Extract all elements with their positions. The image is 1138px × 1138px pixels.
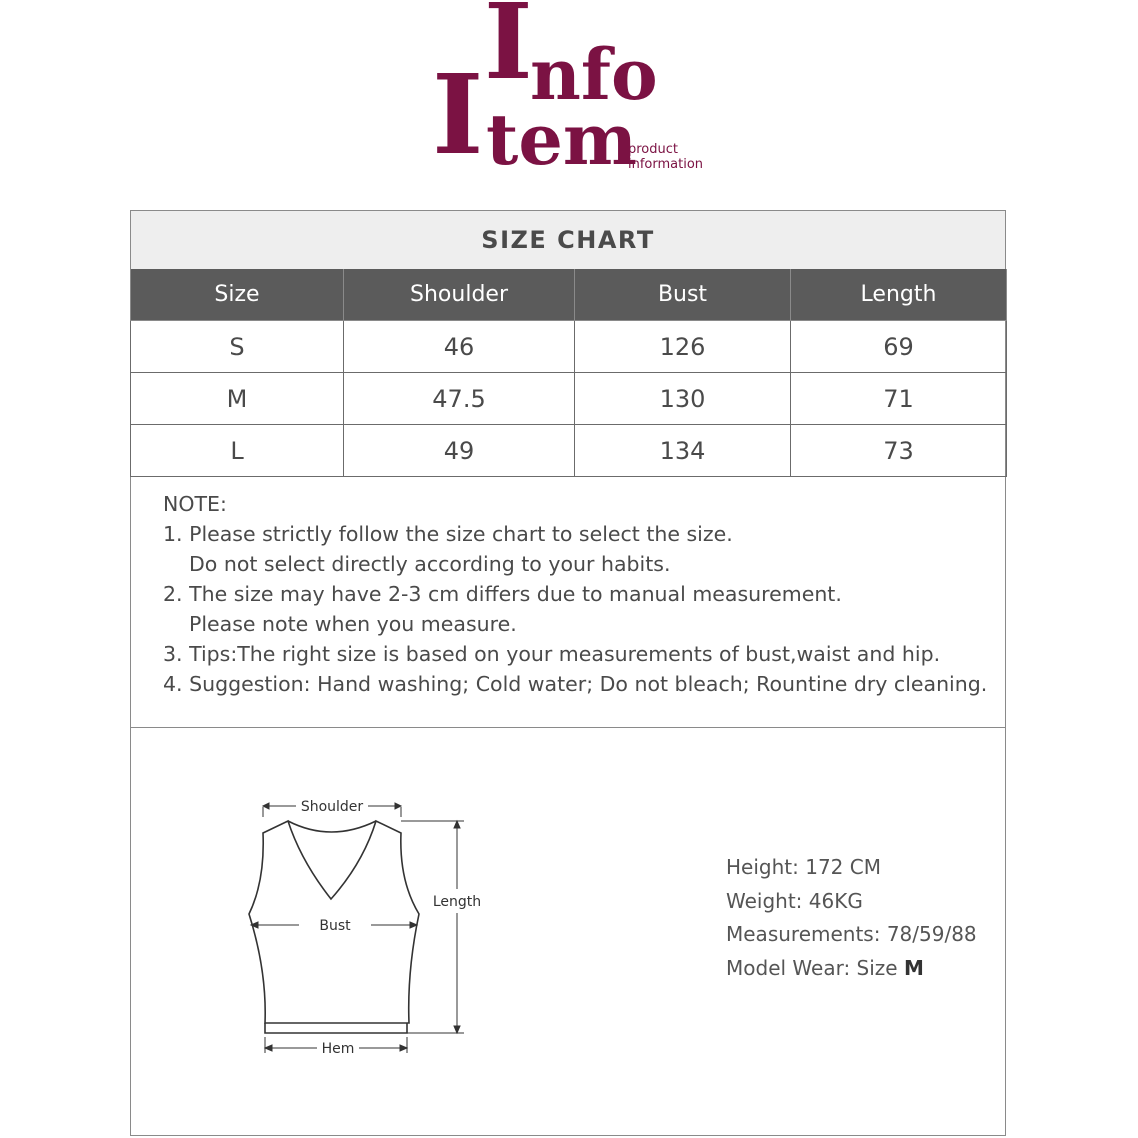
table-row <box>131 373 1007 425</box>
note-line: Please note when you measure. <box>189 612 517 636</box>
diagram-label-shoulder: Shoulder <box>300 799 364 815</box>
model-height-label: Height: <box>726 855 799 879</box>
diagram-label-length: Length <box>432 894 482 910</box>
model-weight-label: Weight: <box>726 888 803 913</box>
note-line: 1. Please strictly follow the size chart to select the size. <box>163 522 733 546</box>
header-bust: Bust <box>575 269 791 321</box>
header-length: Length <box>791 269 1007 321</box>
notes-section <box>163 489 987 699</box>
logo-sub-information: information <box>628 157 704 172</box>
model-info <box>726 851 977 985</box>
table-header-row <box>131 269 1007 321</box>
table-row <box>131 425 1007 477</box>
cell-bust: 130 <box>575 373 791 425</box>
model-wear <box>726 952 977 986</box>
vest-measurement-diagram <box>231 771 611 1061</box>
cell-size: L <box>131 425 344 477</box>
logo-tem: tem <box>486 98 637 181</box>
size-chart-title: SIZE CHART <box>131 211 1005 269</box>
model-weight <box>726 885 977 919</box>
model-wear-prefix: Size <box>856 955 898 980</box>
model-measurements <box>726 918 977 952</box>
cell-bust: 126 <box>575 321 791 373</box>
cell-length: 73 <box>791 425 1007 477</box>
cell-shoulder: 47.5 <box>344 373 575 425</box>
logo-sub-product: product <box>628 142 679 157</box>
cell-length: 69 <box>791 321 1007 373</box>
cell-size: S <box>131 321 344 373</box>
model-measurements-label: Measurements: <box>726 922 881 946</box>
size-table <box>130 269 1007 477</box>
cell-shoulder: 46 <box>344 321 575 373</box>
cell-bust: 134 <box>575 425 791 477</box>
cell-size: M <box>131 373 344 425</box>
table-row <box>131 321 1007 373</box>
vest-neckline-inner <box>288 821 376 832</box>
model-height-value: 172 CM <box>805 855 881 879</box>
size-chart-panel <box>130 210 1006 1136</box>
section-divider <box>131 727 1005 728</box>
logo-subtitle <box>628 142 703 172</box>
notes-heading: NOTE: <box>163 492 227 516</box>
logo-nfo: nfo <box>530 33 658 116</box>
note-line: 4. Suggestion: Hand washing; Cold water; Do not bleach; Rountine dry cleaning. <box>163 672 988 696</box>
model-measurements-value: 78/59/88 <box>886 922 977 946</box>
model-wear-label: Model Wear: <box>726 955 851 980</box>
cell-shoulder: 49 <box>344 425 575 477</box>
header-size: Size <box>131 269 344 321</box>
model-height <box>726 851 977 885</box>
model-weight-value: 46KG <box>808 888 863 913</box>
brand-logo <box>430 0 730 185</box>
header-shoulder: Shoulder <box>344 269 575 321</box>
vest-hem-band <box>265 1023 407 1033</box>
note-line: Do not select directly according to your habits. <box>189 552 671 576</box>
note-line: 3. Tips:The right size is based on your measurements of bust,waist and hip. <box>163 642 941 666</box>
diagram-label-hem: Hem <box>321 1041 355 1057</box>
logo-letter-i-2: I <box>432 50 484 179</box>
logo-letter-i: I <box>484 0 533 103</box>
diagram-label-bust: Bust <box>319 918 351 934</box>
note-line: 2. The size may have 2-3 cm differs due to manual measurement. <box>163 582 842 606</box>
model-wear-size: M <box>903 955 924 980</box>
cell-length: 71 <box>791 373 1007 425</box>
